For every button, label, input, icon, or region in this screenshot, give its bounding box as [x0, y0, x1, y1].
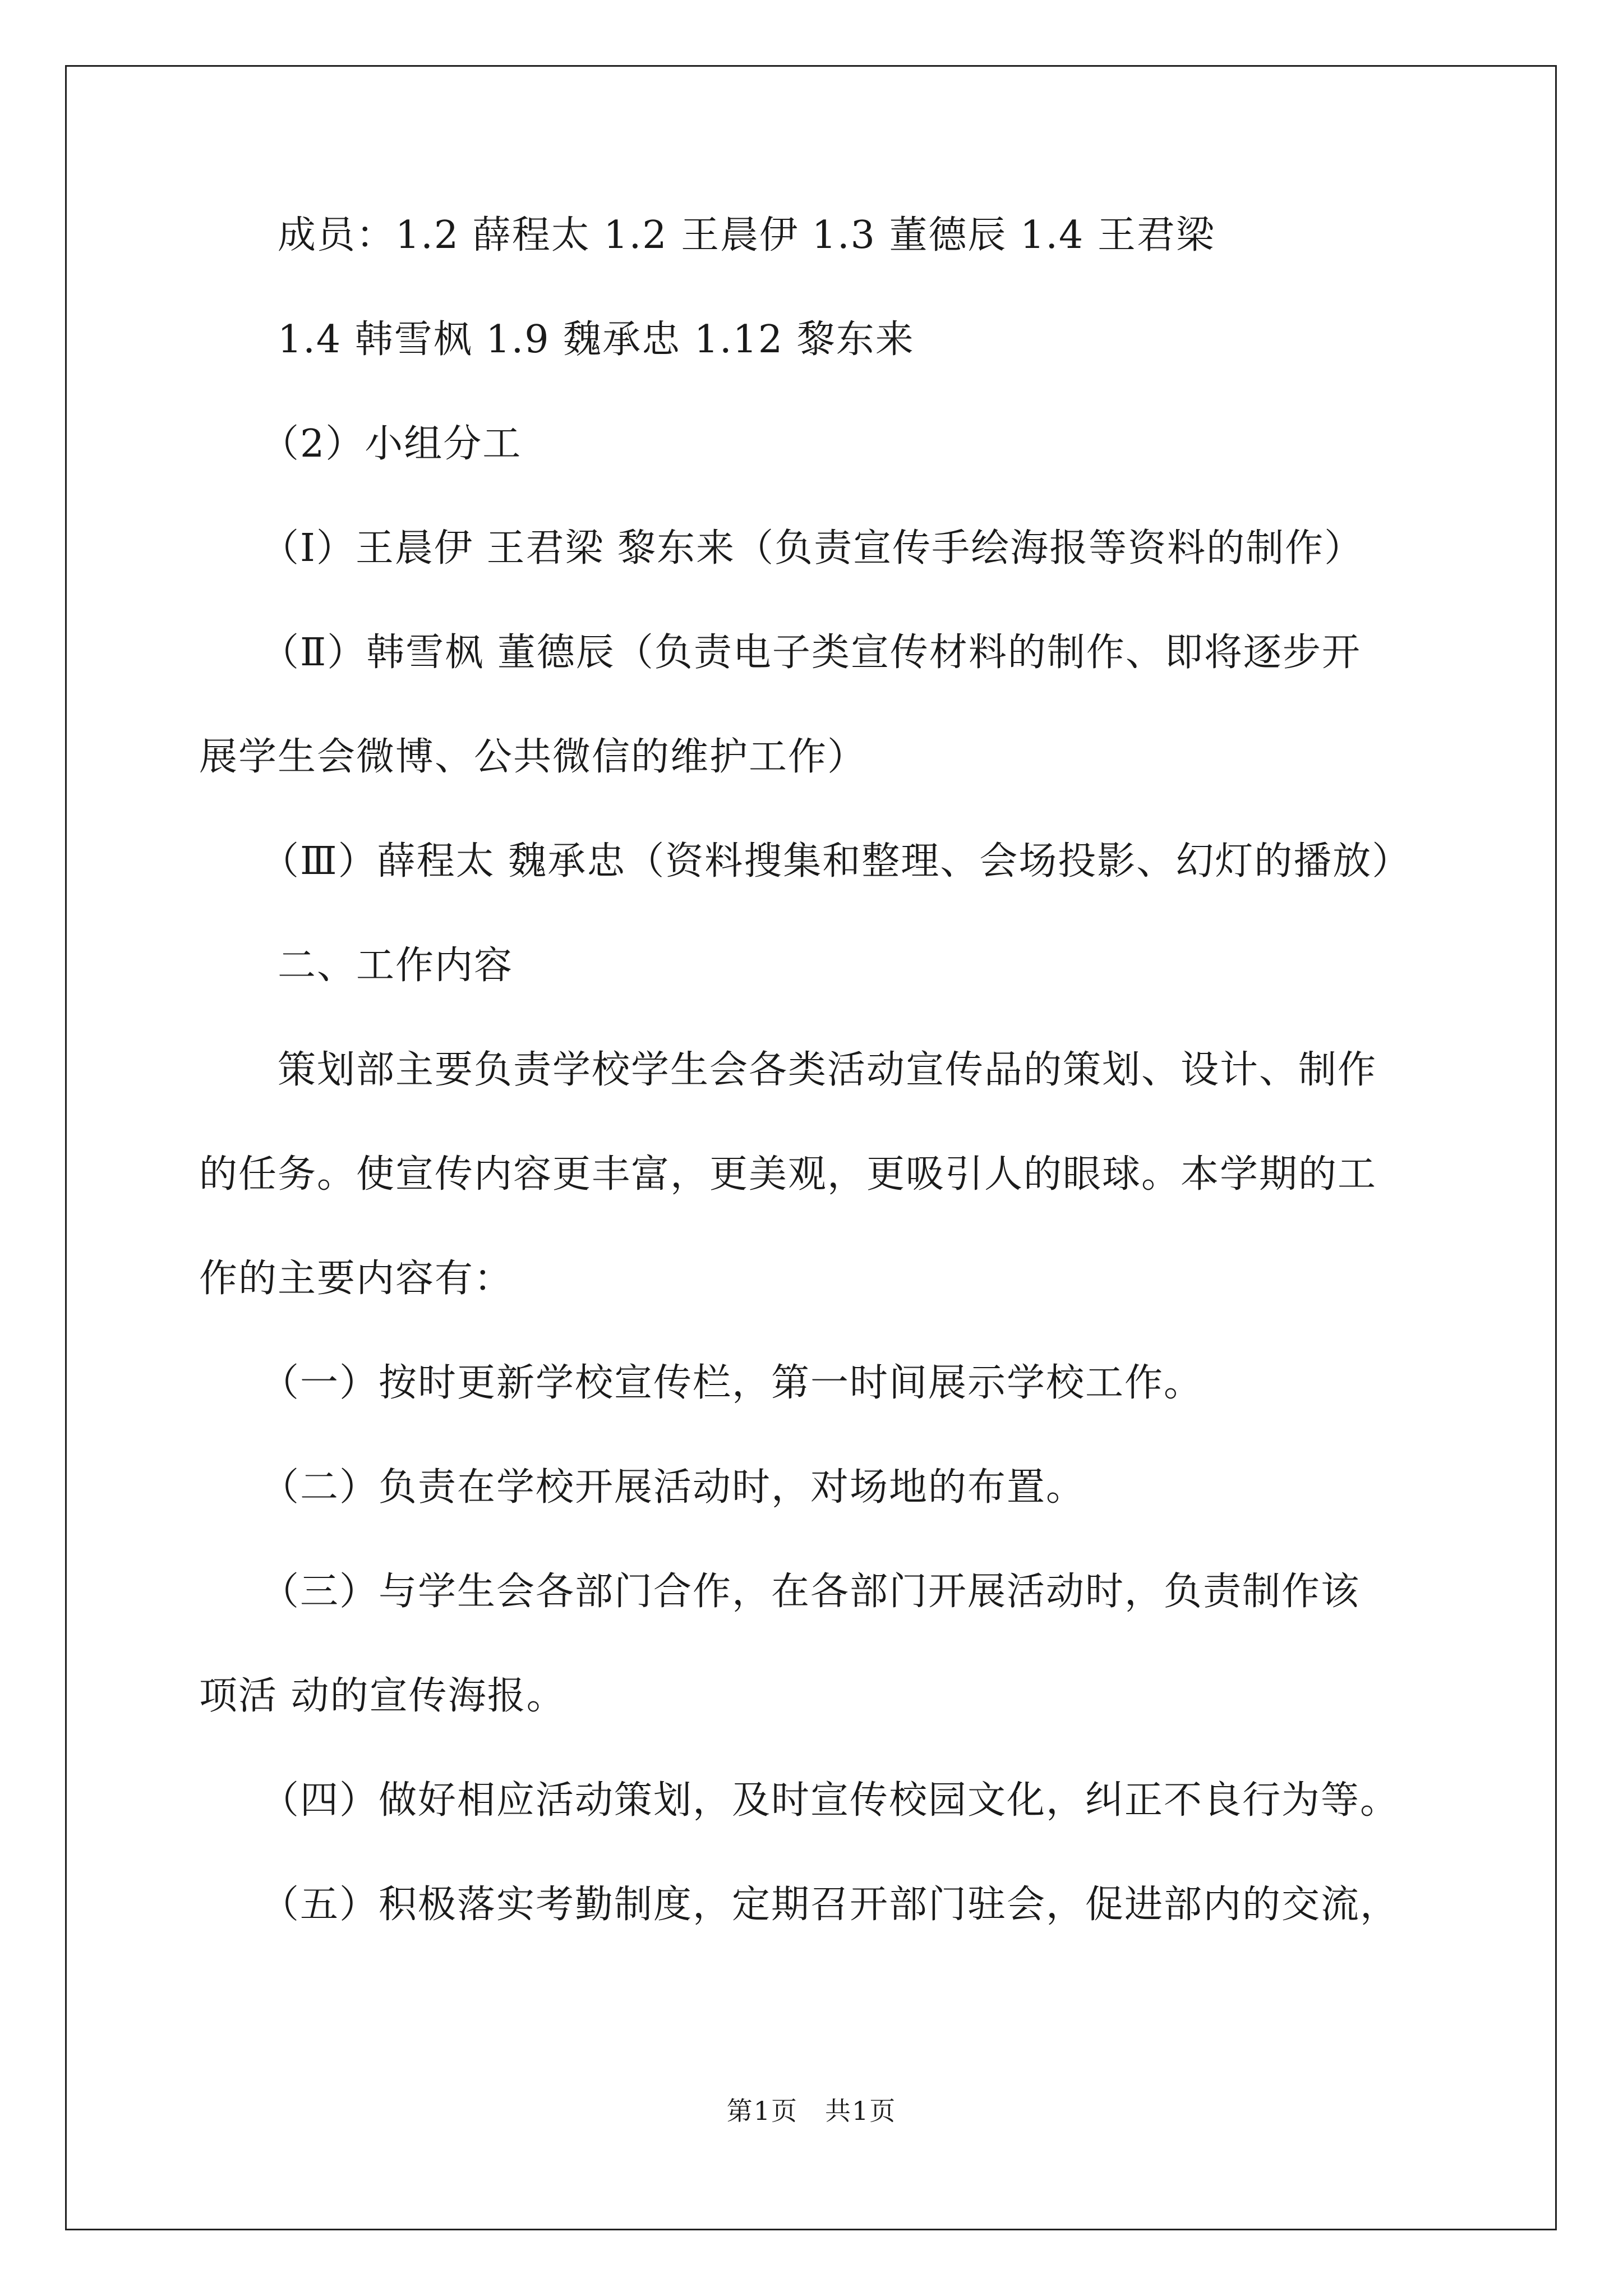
text-line-group-2: （Ⅱ）韩雪枫 董德辰（负责电子类宣传材料的制作、即将逐步开	[261, 631, 1361, 675]
text-line-group-1: （Ⅰ）王晨伊 王君梁 黎东来（负责宣传手绘海报等资料的制作）	[261, 526, 1364, 570]
page-number-footer: 第1页 共1页	[726, 2096, 897, 2126]
text-line-item-3: （三）与学生会各部门合作，在各部门开展活动时，负责制作该	[261, 1570, 1361, 1614]
text-line-members-1: 成员：1.2 薛程太 1.2 王晨伊 1.3 董德辰 1.4 王君梁	[278, 213, 1215, 257]
text-line-members-2: 1.4 韩雪枫 1.9 魏承忠 1.12 黎东来	[278, 318, 915, 362]
text-line-group-2-cont: 展学生会微博、公共微信的维护工作）	[199, 735, 867, 779]
text-line-group-3: （Ⅲ）薛程太 魏承忠（资料搜集和整理、会场投影、幻灯的播放）	[261, 839, 1412, 884]
text-line-item-3-cont: 项活 动的宣传海报。	[199, 1674, 566, 1718]
text-line-item-5: （五）积极落实考勤制度，定期召开部门驻会，促进部内的交流，	[261, 1883, 1400, 1927]
section-heading-work-content: 二、工作内容	[278, 944, 514, 988]
text-line-intro-3: 作的主要内容有：	[199, 1257, 514, 1301]
text-line-item-1: （一）按时更新学校宣传栏，第一时间展示学校工作。	[261, 1361, 1204, 1405]
text-line-intro-2: 的任务。使宣传内容更丰富，更美观，更吸引人的眼球。本学期的工	[199, 1152, 1377, 1197]
text-line-group-division: （2）小组分工	[261, 422, 522, 466]
text-line-item-2: （二）负责在学校开展活动时，对场地的布置。	[261, 1465, 1086, 1510]
text-line-intro-1: 策划部主要负责学校学生会各类活动宣传品的策划、设计、制作	[278, 1048, 1377, 1092]
text-line-item-4: （四）做好相应活动策划，及时宣传校园文化，纠正不良行为等。	[261, 1778, 1400, 1823]
